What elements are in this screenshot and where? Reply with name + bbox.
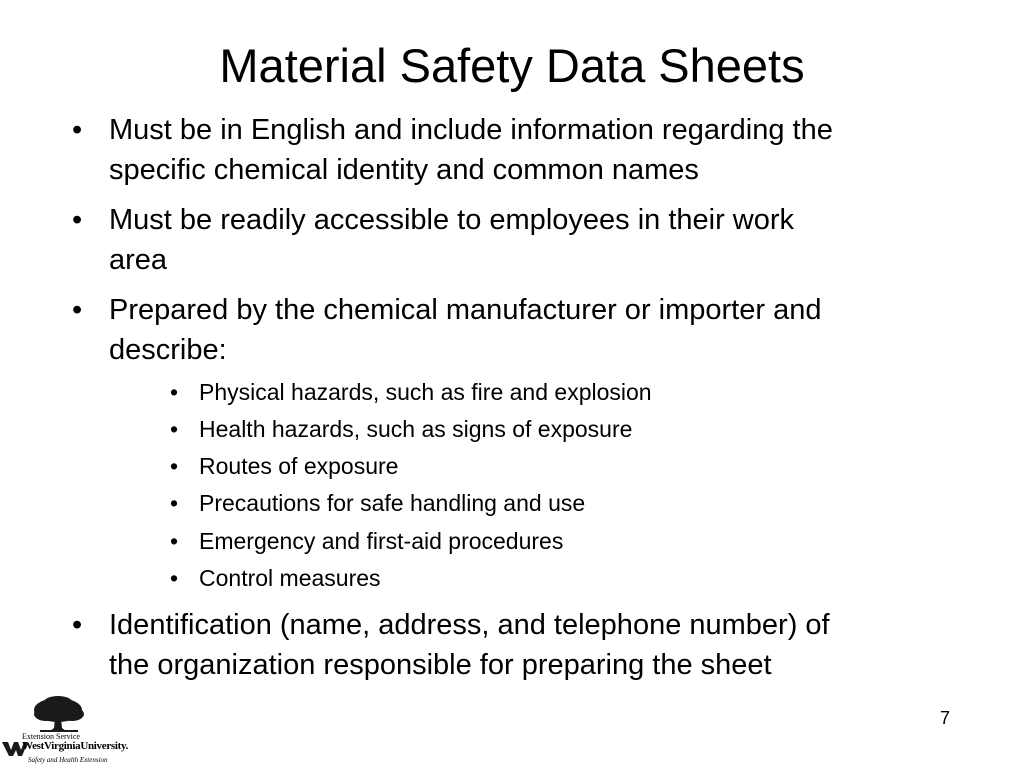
bullet-dot-icon: •: [72, 204, 83, 236]
sub-bullet-dot-icon: •: [170, 490, 179, 516]
logo-text-safety-health: Safety and Health Extension: [28, 756, 108, 764]
sub-bullet-text: Routes of exposure: [199, 453, 399, 479]
sub-bullet-dot-icon: •: [170, 453, 179, 479]
bullet-dot-icon: •: [72, 609, 83, 641]
bullet-dot-icon: •: [72, 294, 83, 326]
sub-bullet-dot-icon: •: [170, 528, 179, 554]
sub-bullet-text: Control measures: [199, 565, 381, 591]
bullet-line: Identification (name, address, and telephone number) of: [109, 609, 830, 641]
sub-bullet-text: Precautions for safe handling and use: [199, 490, 586, 516]
bullet-line: Must be readily accessible to employees in their work: [109, 204, 795, 236]
logo-text-extension-service: Extension Service: [22, 732, 80, 741]
bullet-dot-icon: •: [72, 114, 83, 146]
bullet-line: the organization responsible for preparing the sheet: [109, 649, 772, 681]
sub-bullet-text: Health hazards, such as signs of exposure: [199, 416, 633, 442]
bullet-line: specific chemical identity and common names: [109, 154, 699, 186]
bullet-line: describe:: [109, 334, 227, 366]
bullet-line: Must be in English and include information regarding the: [109, 114, 833, 146]
sub-bullet-dot-icon: •: [170, 379, 179, 405]
sub-bullet-text: Physical hazards, such as fire and explosion: [199, 379, 652, 405]
logo-text-university: WestVirginiaUniversity.: [22, 740, 129, 752]
sub-bullet-dot-icon: •: [170, 565, 179, 591]
sub-bullet-text: Emergency and first-aid procedures: [199, 528, 564, 554]
page-number: 7: [940, 708, 951, 728]
bullet-line: area: [109, 244, 168, 276]
bullet-line: Prepared by the chemical manufacturer or importer and: [109, 294, 822, 326]
slide-title: Material Safety Data Sheets: [219, 39, 805, 92]
sub-bullet-dot-icon: •: [170, 416, 179, 442]
wvu-extension-logo: [0, 690, 130, 768]
